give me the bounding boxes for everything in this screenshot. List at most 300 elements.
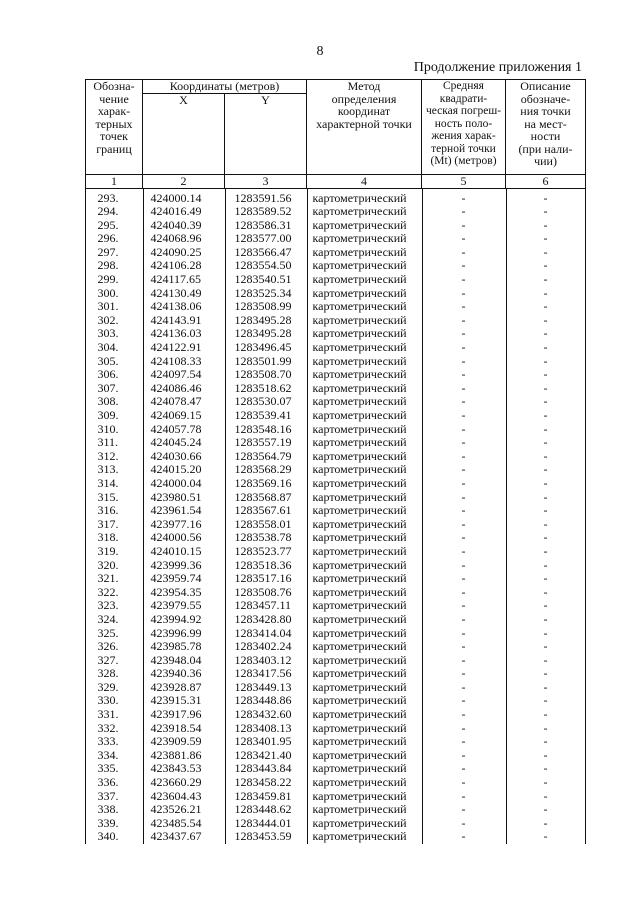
coord-y: 1283568.87 xyxy=(234,490,292,504)
description-cell: - xyxy=(543,762,548,776)
error-cell: - xyxy=(461,708,466,722)
method-cell: картометрический xyxy=(312,245,407,259)
error-cell: - xyxy=(461,653,466,667)
coord-x: 424136.03 xyxy=(150,327,202,341)
error-cell: - xyxy=(461,422,466,436)
coord-x: 423917.96 xyxy=(150,708,202,722)
coord-y: 1283558.01 xyxy=(234,517,292,531)
error-cell: - xyxy=(461,436,466,450)
table-row xyxy=(86,188,586,205)
table-row xyxy=(86,803,586,817)
description-cell: - xyxy=(543,776,548,790)
table-row xyxy=(86,355,586,369)
description-cell: - xyxy=(543,544,548,558)
coord-y: 1283518.62 xyxy=(234,381,292,395)
point-number: 329. xyxy=(97,680,119,694)
error-cell: - xyxy=(461,327,466,341)
header-x: X xyxy=(143,93,225,174)
coord-x: 424117.65 xyxy=(150,273,202,287)
description-cell: - xyxy=(543,476,548,490)
column-number: 5 xyxy=(422,174,506,188)
error-cell: - xyxy=(461,748,466,762)
method-cell: картометрический xyxy=(312,517,407,531)
error-cell: - xyxy=(461,259,466,273)
table-row xyxy=(86,817,586,831)
method-cell: картометрический xyxy=(312,830,407,844)
table-row xyxy=(86,314,586,328)
table-row xyxy=(86,599,586,613)
method-cell: картометрический xyxy=(312,776,407,790)
description-cell: - xyxy=(543,640,548,654)
description-cell: - xyxy=(543,273,548,287)
description-cell: - xyxy=(543,504,548,518)
coord-y: 1283432.60 xyxy=(234,708,292,722)
column-divider xyxy=(307,188,308,844)
error-cell: - xyxy=(461,830,466,844)
method-cell: картометрический xyxy=(312,354,407,368)
table-row xyxy=(86,654,586,668)
table-row xyxy=(86,246,586,260)
point-number: 330. xyxy=(97,694,119,708)
column-number: 4 xyxy=(307,174,422,188)
error-cell: - xyxy=(461,504,466,518)
table-row xyxy=(86,762,586,776)
coord-x: 423961.54 xyxy=(150,504,202,518)
method-cell: картометрический xyxy=(312,680,407,694)
coord-x: 424122.91 xyxy=(150,341,202,355)
column-divider xyxy=(225,188,226,844)
coord-x: 423881.86 xyxy=(150,748,202,762)
description-cell: - xyxy=(543,735,548,749)
coord-y: 1283591.56 xyxy=(234,190,292,205)
header-method: Метод определения координат характерной точки xyxy=(307,80,422,175)
description-cell: - xyxy=(543,789,548,803)
table-row xyxy=(86,640,586,654)
coord-y: 1283525.34 xyxy=(234,286,292,300)
error-cell: - xyxy=(461,205,466,219)
point-number: 340. xyxy=(97,830,119,844)
method-cell: картометрический xyxy=(312,585,407,599)
point-number: 313. xyxy=(97,463,119,477)
method-cell: картометрический xyxy=(312,721,407,735)
coord-x: 423954.35 xyxy=(150,585,202,599)
point-number: 297. xyxy=(97,245,119,259)
coord-y: 1283414.04 xyxy=(234,626,292,640)
error-cell: - xyxy=(461,490,466,504)
coord-y: 1283540.51 xyxy=(234,273,292,287)
description-cell: - xyxy=(543,708,548,722)
table-row xyxy=(86,219,586,233)
error-cell: - xyxy=(461,190,466,205)
header-error-text: Средняя квадрати- ческая погреш- ность поло- жения харак- терной точки (Mt) (метров) xyxy=(425,80,502,167)
coord-y: 1283443.84 xyxy=(234,762,292,776)
description-cell: - xyxy=(543,300,548,314)
point-number: 317. xyxy=(97,517,119,531)
coord-x: 423959.74 xyxy=(150,572,202,586)
point-number: 337. xyxy=(97,789,119,803)
coord-x: 424090.25 xyxy=(150,245,202,259)
point-number: 299. xyxy=(97,273,119,287)
method-cell: картометрический xyxy=(312,409,407,422)
coord-y: 1283444.01 xyxy=(234,816,292,830)
method-cell: картометрический xyxy=(312,190,407,205)
method-cell: картометрический xyxy=(312,816,407,830)
description-cell: - xyxy=(543,721,548,735)
coord-y: 1283457.11 xyxy=(234,599,292,613)
method-cell: картометрический xyxy=(312,381,407,395)
header-y: Y xyxy=(225,93,307,174)
description-cell: - xyxy=(543,599,548,613)
description-cell: - xyxy=(543,816,548,830)
error-cell: - xyxy=(461,735,466,749)
coord-y: 1283577.00 xyxy=(234,232,292,246)
method-cell: картометрический xyxy=(312,476,407,490)
error-cell: - xyxy=(461,816,466,830)
method-cell: картометрический xyxy=(312,640,407,654)
column-divider xyxy=(585,188,586,844)
point-number: 312. xyxy=(97,449,119,463)
coord-x: 424108.33 xyxy=(150,354,202,368)
error-cell: - xyxy=(461,409,466,422)
method-cell: картометрический xyxy=(312,708,407,722)
coord-x: 423918.54 xyxy=(150,721,202,735)
error-cell: - xyxy=(461,558,466,572)
table-row xyxy=(86,722,586,736)
coord-y: 1283495.28 xyxy=(234,313,292,327)
method-cell: картометрический xyxy=(312,259,407,273)
error-cell: - xyxy=(461,395,466,409)
method-cell: картометрический xyxy=(312,531,407,545)
coord-x: 423660.29 xyxy=(150,776,202,790)
table-row xyxy=(86,477,586,491)
point-number: 320. xyxy=(97,558,119,572)
coord-y: 1283554.50 xyxy=(234,259,292,273)
point-number: 309. xyxy=(97,409,119,422)
description-cell: - xyxy=(543,190,548,205)
description-cell: - xyxy=(543,205,548,219)
table-row xyxy=(86,708,586,722)
error-cell: - xyxy=(461,476,466,490)
column-divider xyxy=(422,188,423,844)
table-row xyxy=(86,205,586,219)
coord-x: 423994.92 xyxy=(150,612,202,626)
table-row xyxy=(86,830,586,844)
point-number: 328. xyxy=(97,667,119,681)
table-row xyxy=(86,667,586,681)
method-cell: картометрический xyxy=(312,205,407,219)
table-row xyxy=(86,287,586,301)
coord-x: 423437.67 xyxy=(150,830,202,844)
coord-x: 423980.51 xyxy=(150,490,202,504)
coord-x: 423996.99 xyxy=(150,626,202,640)
coord-x: 424057.78 xyxy=(150,422,202,436)
error-cell: - xyxy=(461,640,466,654)
method-cell: картометрический xyxy=(312,327,407,341)
method-cell: картометрический xyxy=(312,544,407,558)
coordinates-table xyxy=(85,79,586,844)
coord-y: 1283518.36 xyxy=(234,558,292,572)
header-error xyxy=(422,80,506,175)
coord-y: 1283428.80 xyxy=(234,612,292,626)
error-cell: - xyxy=(461,585,466,599)
error-cell: - xyxy=(461,463,466,477)
error-cell: - xyxy=(461,354,466,368)
method-cell: картометрический xyxy=(312,273,407,287)
column-divider xyxy=(143,188,144,844)
error-cell: - xyxy=(461,341,466,355)
method-cell: картометрический xyxy=(312,762,407,776)
coord-y: 1283566.47 xyxy=(234,245,292,259)
coord-x: 423940.36 xyxy=(150,667,202,681)
error-cell: - xyxy=(461,300,466,314)
point-number: 310. xyxy=(97,422,119,436)
description-cell: - xyxy=(543,572,548,586)
point-number: 296. xyxy=(97,232,119,246)
point-number: 294. xyxy=(97,205,119,219)
coord-y: 1283508.70 xyxy=(234,368,292,382)
column-number: 3 xyxy=(225,174,307,188)
coord-y: 1283567.61 xyxy=(234,504,292,518)
coord-y: 1283538.78 xyxy=(234,531,292,545)
description-cell: - xyxy=(543,218,548,232)
coord-x: 424000.56 xyxy=(150,531,202,545)
point-number: 305. xyxy=(97,354,119,368)
error-cell: - xyxy=(461,776,466,790)
table-row xyxy=(86,531,586,545)
coord-y: 1283417.56 xyxy=(234,667,292,681)
coord-y: 1283459.81 xyxy=(234,789,292,803)
coord-x: 423977.16 xyxy=(150,517,202,531)
method-cell: картометрический xyxy=(312,218,407,232)
point-number: 325. xyxy=(97,626,119,640)
column-number: 2 xyxy=(143,174,225,188)
coord-y: 1283586.31 xyxy=(234,218,292,232)
point-number: 331. xyxy=(97,708,119,722)
point-number: 324. xyxy=(97,612,119,626)
description-cell: - xyxy=(543,667,548,681)
coord-x: 424040.39 xyxy=(150,218,202,232)
coord-x: 423985.78 xyxy=(150,640,202,654)
description-cell: - xyxy=(543,531,548,545)
coord-x: 424138.06 xyxy=(150,300,202,314)
description-cell: - xyxy=(543,368,548,382)
coord-x: 423948.04 xyxy=(150,653,202,667)
coord-x: 424016.49 xyxy=(150,205,202,219)
coord-y: 1283449.13 xyxy=(234,680,292,694)
description-cell: - xyxy=(543,463,548,477)
error-cell: - xyxy=(461,572,466,586)
coord-y: 1283403.12 xyxy=(234,653,292,667)
column-numbers-row xyxy=(86,174,586,188)
description-cell: - xyxy=(543,395,548,409)
error-cell: - xyxy=(461,599,466,613)
method-cell: картометрический xyxy=(312,803,407,817)
method-cell: картометрический xyxy=(312,653,407,667)
error-cell: - xyxy=(461,531,466,545)
table-body xyxy=(86,188,586,844)
table-row xyxy=(86,613,586,627)
point-number: 307. xyxy=(97,381,119,395)
table-row xyxy=(86,572,586,586)
error-cell: - xyxy=(461,245,466,259)
point-number: 323. xyxy=(97,599,119,613)
table-row xyxy=(86,545,586,559)
page-number: 8 xyxy=(316,44,324,59)
error-cell: - xyxy=(461,381,466,395)
table-row xyxy=(86,395,586,409)
table-row xyxy=(86,749,586,763)
coord-x: 424106.28 xyxy=(150,259,202,273)
error-cell: - xyxy=(461,680,466,694)
table-row xyxy=(86,586,586,600)
description-cell: - xyxy=(543,612,548,626)
point-number: 327. xyxy=(97,653,119,667)
point-number: 293. xyxy=(97,190,119,205)
point-number: 335. xyxy=(97,762,119,776)
point-number: 314. xyxy=(97,476,119,490)
method-cell: картометрический xyxy=(312,449,407,463)
coord-x: 423999.36 xyxy=(150,558,202,572)
coord-x: 423485.54 xyxy=(150,816,202,830)
coord-x: 424015.20 xyxy=(150,463,202,477)
point-number: 306. xyxy=(97,368,119,382)
point-number: 336. xyxy=(97,776,119,790)
description-cell: - xyxy=(543,327,548,341)
point-number: 303. xyxy=(97,327,119,341)
method-cell: картометрический xyxy=(312,612,407,626)
column-number: 6 xyxy=(506,174,586,188)
description-cell: - xyxy=(543,286,548,300)
table-row xyxy=(86,450,586,464)
coord-x: 423909.59 xyxy=(150,735,202,749)
description-cell: - xyxy=(543,626,548,640)
point-number: 315. xyxy=(97,490,119,504)
coord-y: 1283569.16 xyxy=(234,476,292,490)
coord-y: 1283421.40 xyxy=(234,748,292,762)
column-number: 1 xyxy=(86,174,143,188)
table-row xyxy=(86,504,586,518)
error-cell: - xyxy=(461,286,466,300)
column-divider xyxy=(506,188,507,844)
coord-y: 1283501.99 xyxy=(234,354,292,368)
error-cell: - xyxy=(461,694,466,708)
method-cell: картометрический xyxy=(312,313,407,327)
description-cell: - xyxy=(543,653,548,667)
point-number: 338. xyxy=(97,803,119,817)
coord-y: 1283496.45 xyxy=(234,341,292,355)
error-cell: - xyxy=(461,218,466,232)
point-number: 319. xyxy=(97,544,119,558)
error-cell: - xyxy=(461,517,466,531)
description-cell: - xyxy=(543,585,548,599)
table-row xyxy=(86,694,586,708)
method-cell: картометрический xyxy=(312,368,407,382)
table-row xyxy=(86,463,586,477)
coord-x: 424030.66 xyxy=(150,449,202,463)
method-cell: картометрический xyxy=(312,748,407,762)
error-cell: - xyxy=(461,273,466,287)
table-row xyxy=(86,409,586,423)
method-cell: картометрический xyxy=(312,395,407,409)
coord-y: 1283568.29 xyxy=(234,463,292,477)
error-cell: - xyxy=(461,313,466,327)
description-cell: - xyxy=(543,490,548,504)
coord-x: 424000.14 xyxy=(150,190,202,205)
table-row xyxy=(86,300,586,314)
coord-y: 1283589.52 xyxy=(234,205,292,219)
coord-x: 424143.91 xyxy=(150,313,202,327)
coord-x: 423979.55 xyxy=(150,599,202,613)
description-cell: - xyxy=(543,558,548,572)
coord-x: 424045.24 xyxy=(150,436,202,450)
table-row xyxy=(86,627,586,641)
coord-y: 1283408.13 xyxy=(234,721,292,735)
point-number: 304. xyxy=(97,341,119,355)
point-number: 322. xyxy=(97,585,119,599)
description-cell: - xyxy=(543,436,548,450)
table-row xyxy=(86,259,586,273)
coord-x: 424010.15 xyxy=(150,544,202,558)
description-cell: - xyxy=(543,830,548,844)
error-cell: - xyxy=(461,232,466,246)
point-number: 298. xyxy=(97,259,119,273)
point-number: 334. xyxy=(97,748,119,762)
point-number: 311. xyxy=(97,436,119,450)
continuation-caption: Продолжение приложения 1 xyxy=(413,60,582,75)
error-cell: - xyxy=(461,667,466,681)
coord-y: 1283495.28 xyxy=(234,327,292,341)
description-cell: - xyxy=(543,694,548,708)
coord-x: 423604.43 xyxy=(150,789,202,803)
point-number: 333. xyxy=(97,735,119,749)
coord-y: 1283402.24 xyxy=(234,640,292,654)
coord-y: 1283517.16 xyxy=(234,572,292,586)
coord-y: 1283539.41 xyxy=(234,409,292,422)
method-cell: картометрический xyxy=(312,341,407,355)
table-row xyxy=(86,382,586,396)
header-description: Описание обозначе- ния точки на мест- ности (при нали- чии) xyxy=(506,80,586,175)
coord-y: 1283453.59 xyxy=(234,830,292,844)
method-cell: картометрический xyxy=(312,735,407,749)
coord-x: 424068.96 xyxy=(150,232,202,246)
description-cell: - xyxy=(543,341,548,355)
coord-y: 1283448.86 xyxy=(234,694,292,708)
point-number: 316. xyxy=(97,504,119,518)
coord-y: 1283564.79 xyxy=(234,449,292,463)
table-row xyxy=(86,735,586,749)
description-cell: - xyxy=(543,381,548,395)
coord-x: 423928.87 xyxy=(150,680,202,694)
table-row xyxy=(86,368,586,382)
coord-y: 1283508.99 xyxy=(234,300,292,314)
table-row xyxy=(86,518,586,532)
point-number: 321. xyxy=(97,572,119,586)
description-cell: - xyxy=(543,680,548,694)
description-cell: - xyxy=(543,245,548,259)
method-cell: картометрический xyxy=(312,789,407,803)
error-cell: - xyxy=(461,789,466,803)
coord-y: 1283448.62 xyxy=(234,803,292,817)
point-number: 302. xyxy=(97,313,119,327)
coord-y: 1283548.16 xyxy=(234,422,292,436)
method-cell: картометрический xyxy=(312,436,407,450)
table-row xyxy=(86,341,586,355)
point-number: 326. xyxy=(97,640,119,654)
description-cell: - xyxy=(543,259,548,273)
method-cell: картометрический xyxy=(312,300,407,314)
description-cell: - xyxy=(543,517,548,531)
coord-y: 1283523.77 xyxy=(234,544,292,558)
